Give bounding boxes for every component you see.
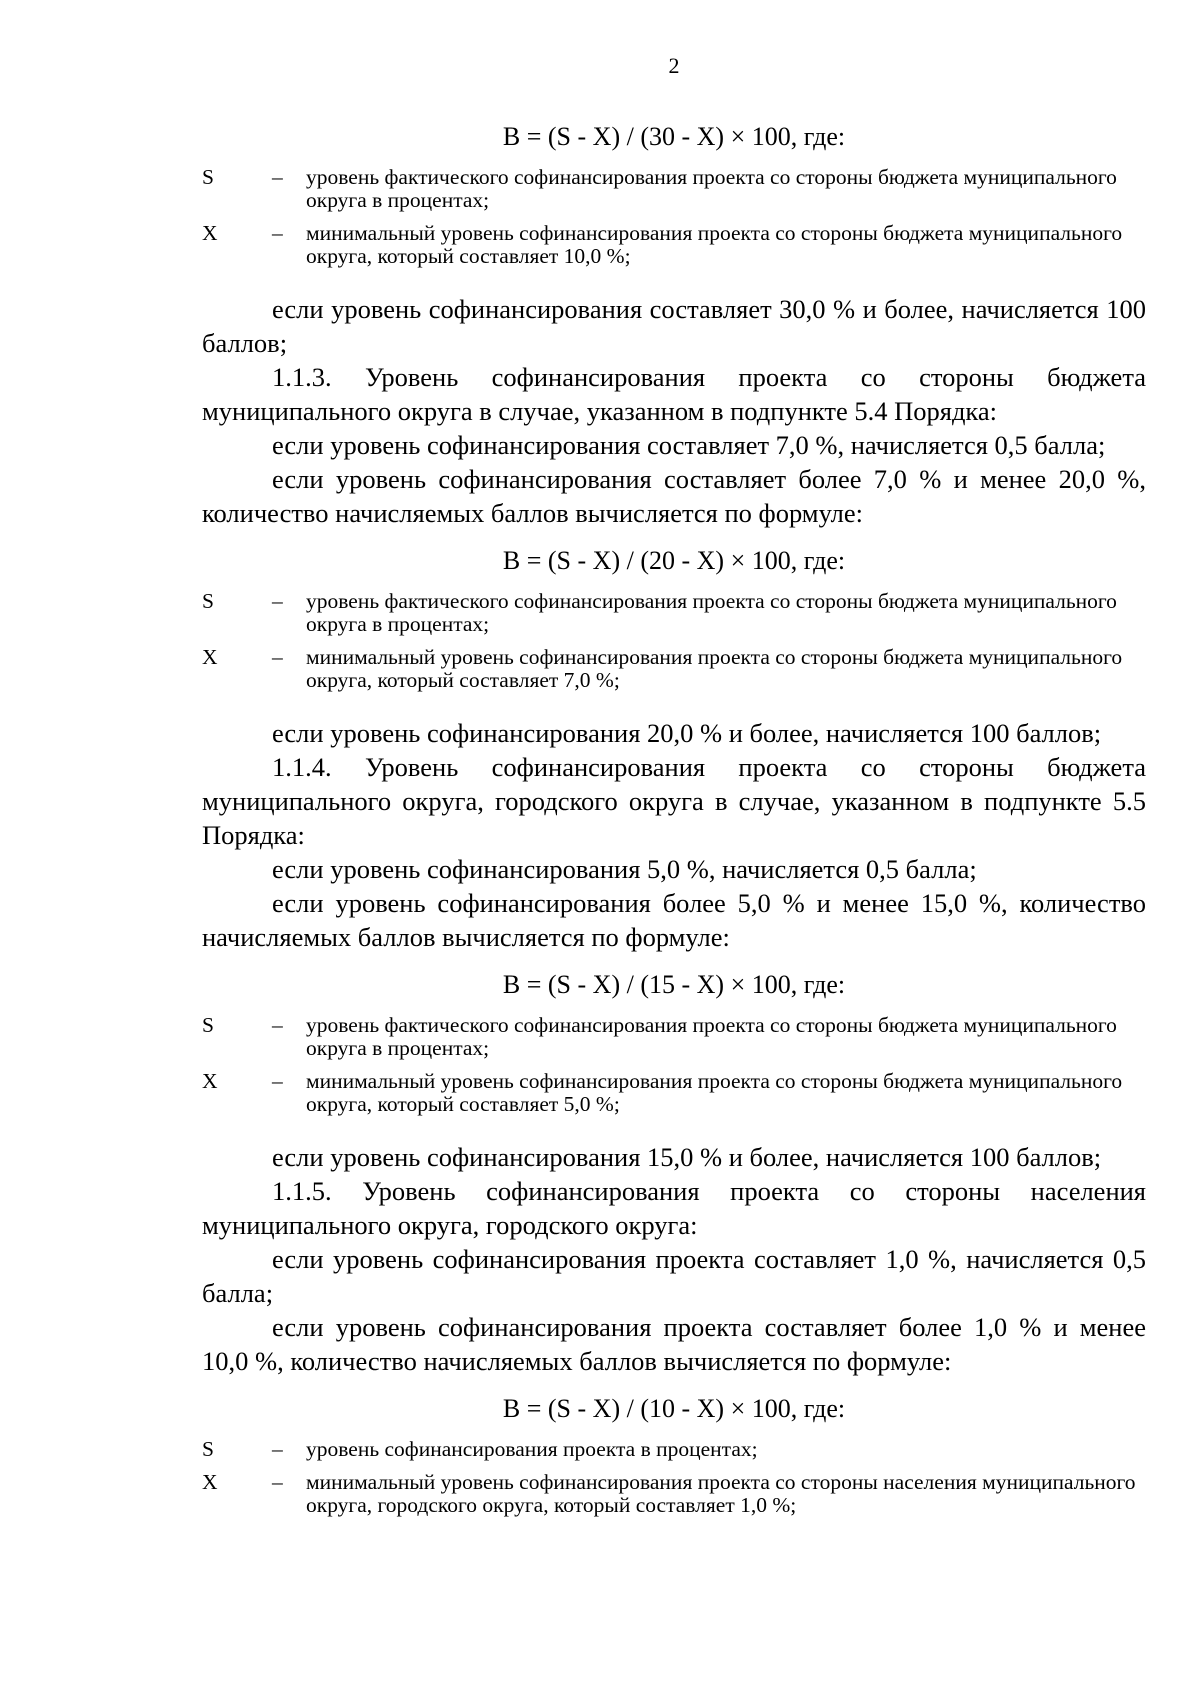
definition-text: минимальный уровень софинансирования проекта со стороны бюджета муниципального округа, который составляет 10,0 %; [306,221,1123,268]
definition-s [202,1014,1146,1060]
dash: – [272,645,283,669]
variable-label: S [202,1013,214,1037]
definition-text: минимальный уровень софинансирования проекта со стороны бюджета муниципального округа, который составляет 5,0 %; [306,1069,1123,1116]
variable-label: X [202,221,218,245]
dash: – [272,1013,283,1037]
dash: – [272,589,283,613]
definition-text: минимальный уровень софинансирования проекта со стороны бюджета муниципального округа, который составляет 7,0 %; [306,645,1123,692]
formula-2: B = (S - X) / (20 - X) × 100, где: [502,546,846,575]
variable-label: X [202,1470,218,1494]
definition-text: уровень фактического софинансирования проекта со стороны бюджета муниципального округа в процентах; [306,589,1117,636]
variable-label: S [202,165,214,189]
formula-4: B = (S - X) / (10 - X) × 100, где: [502,1394,846,1423]
formula-1: B = (S - X) / (30 - X) × 100, где: [502,122,846,151]
dash: – [272,1069,283,1093]
document-body [202,120,1146,1527]
paragraph: если уровень софинансирования 15,0 % и более, начисляется 100 баллов; [272,1142,1102,1172]
paragraph: если уровень софинансирования составляет более 7,0 % и менее 20,0 %, количество начисляемых баллов вычисляется по формуле: [202,464,1146,528]
definition-x [202,222,1146,268]
definition-x [202,1471,1146,1517]
definition-s [202,166,1146,212]
definition-text: уровень фактического софинансирования проекта со стороны бюджета муниципального округа в процентах; [306,1013,1117,1060]
definition-s [202,590,1146,636]
definition-text: уровень фактического софинансирования проекта со стороны бюджета муниципального округа в процентах; [306,165,1117,212]
variable-label: X [202,1069,218,1093]
paragraph: если уровень софинансирования составляет 30,0 % и более, начисляется 100 баллов; [202,294,1146,358]
definition-x [202,1070,1146,1116]
variable-label: X [202,645,218,669]
definition-x [202,646,1146,692]
dash: – [272,165,283,189]
paragraph: если уровень софинансирования проекта составляет более 1,0 % и менее 10,0 %, количество начисляемых баллов вычисляется по формуле: [202,1312,1146,1376]
paragraph: если уровень софинансирования более 5,0 % и менее 15,0 %, количество начисляемых баллов вычисляется по формуле: [202,888,1146,952]
dash: – [272,1470,283,1494]
variable-label: S [202,1437,214,1461]
variable-label: S [202,589,214,613]
paragraph-section-1-1-4: 1.1.4. Уровень софинансирования проекта со стороны бюджета муниципального округа, городского округа в случае, указанном в подпункте 5.5 Порядка: [202,752,1146,850]
dash: – [272,1437,283,1461]
definition-text: минимальный уровень софинансирования проекта со стороны населения муниципального округа, городского округа, который составляет 1,0 %; [306,1470,1136,1517]
dash: – [272,221,283,245]
page-number: 2 [668,53,680,78]
definition-s [202,1438,1146,1461]
paragraph: если уровень софинансирования составляет 7,0 %, начисляется 0,5 балла; [272,430,1106,460]
paragraph-section-1-1-5: 1.1.5. Уровень софинансирования проекта со стороны населения муниципального округа, городского округа: [202,1176,1146,1240]
paragraph-section-1-1-3: 1.1.3. Уровень софинансирования проекта со стороны бюджета муниципального округа в случае, указанном в подпункте 5.4 Порядка: [202,362,1146,426]
paragraph: если уровень софинансирования 20,0 % и более, начисляется 100 баллов; [272,718,1102,748]
paragraph: если уровень софинансирования 5,0 %, начисляется 0,5 балла; [272,854,977,884]
definition-text: уровень софинансирования проекта в процентах; [306,1437,758,1461]
formula-3: B = (S - X) / (15 - X) × 100, где: [502,970,846,999]
paragraph: если уровень софинансирования проекта составляет 1,0 %, начисляется 0,5 балла; [202,1244,1146,1308]
